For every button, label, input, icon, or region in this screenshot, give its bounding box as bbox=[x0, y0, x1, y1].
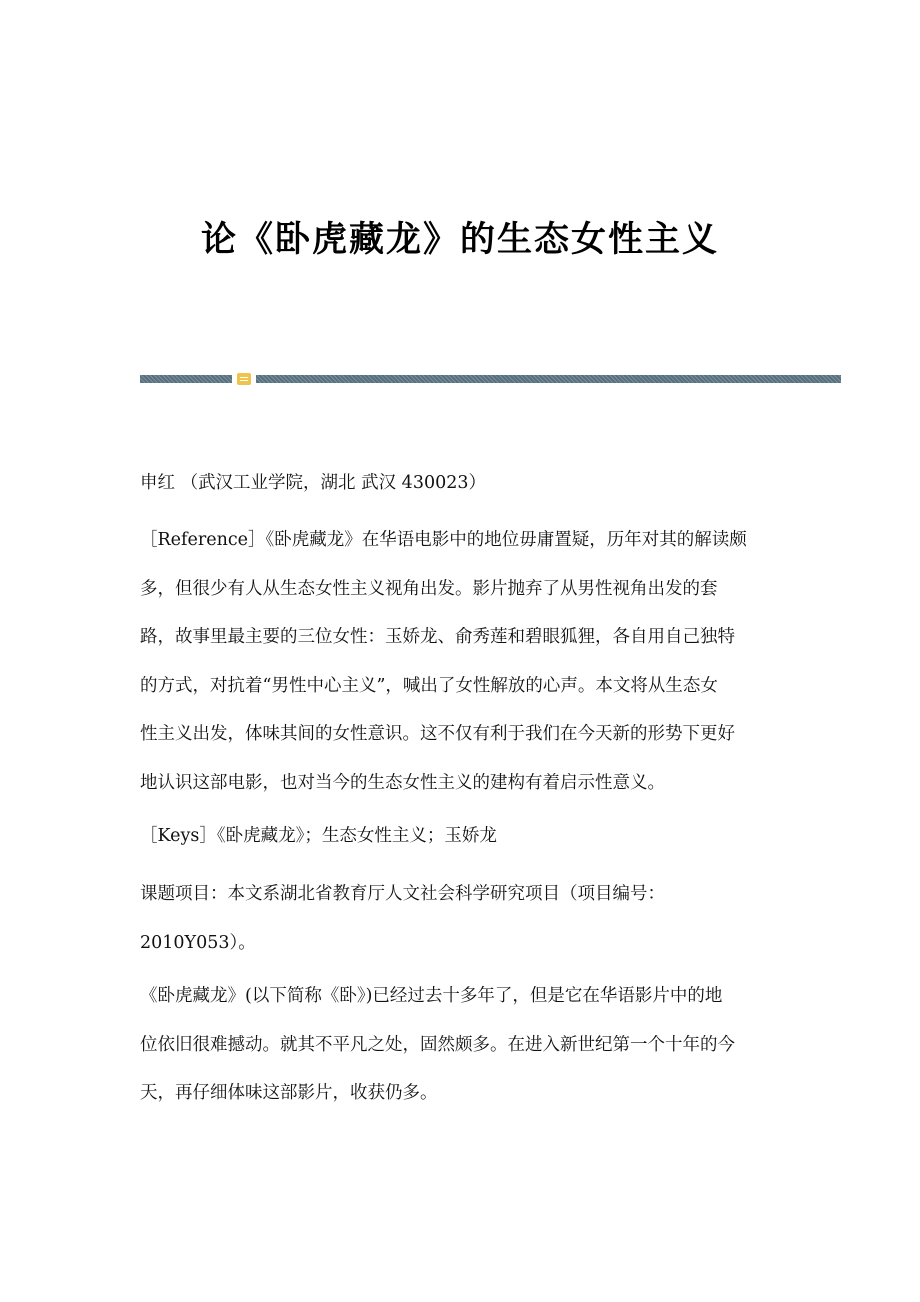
divider-right-segment bbox=[256, 375, 841, 383]
body-paragraph bbox=[140, 972, 790, 1118]
body-line: 天，再仔细体味这部影片，收获仍多。 bbox=[140, 1083, 438, 1104]
keywords: ［Keys］《卧虎藏龙》；生态女性主义；玉娇龙 bbox=[140, 826, 497, 846]
project-line: 2010Y053）。 bbox=[140, 932, 256, 953]
document-title: 论《卧虎藏龙》的生态女性主义 bbox=[200, 219, 719, 260]
abstract-line: 地认识这部电影，也对当今的生态女性主义的建构有着启示性意义。 bbox=[140, 772, 665, 793]
divider-left-segment bbox=[140, 375, 232, 383]
abstract-line: 性主义出发，体味其间的女性意识。这不仅有利于我们在今天新的形势下更好 bbox=[140, 724, 735, 745]
author-affiliation: 申红 （武汉工业学院，湖北 武汉 430023） bbox=[140, 473, 486, 493]
project-note bbox=[140, 870, 790, 967]
abstract-line: 路，故事里最主要的三位女性：玉娇龙、俞秀莲和碧眼狐狸，各自用自己独特 bbox=[140, 627, 735, 648]
envelope-ornament-icon bbox=[237, 373, 251, 385]
body-line: 位依旧很难撼动。就其不平凡之处，固然颇多。在进入新世纪第一个十年的今 bbox=[140, 1034, 735, 1055]
project-line: 课题项目：本文系湖北省教育厅人文社会科学研究项目（项目编号： bbox=[140, 884, 665, 904]
abstract-line: 多，但很少有人从生态女性主义视角出发。影片抛弃了从男性视角出发的套 bbox=[140, 578, 718, 599]
abstract-line: ［Reference］《卧虎藏龙》在华语电影中的地位毋庸置疑，历年对其的解读颇 bbox=[140, 530, 747, 550]
title-divider bbox=[140, 375, 841, 383]
abstract-paragraph bbox=[140, 516, 790, 808]
abstract-line: 的方式，对抗着“男性中心主义”，喊出了女性解放的心声。本文将从生态女 bbox=[140, 675, 718, 696]
body-line: 《卧虎藏龙》(以下简称《卧》)已经过去十多年了，但是它在华语影片中的地 bbox=[140, 986, 723, 1006]
